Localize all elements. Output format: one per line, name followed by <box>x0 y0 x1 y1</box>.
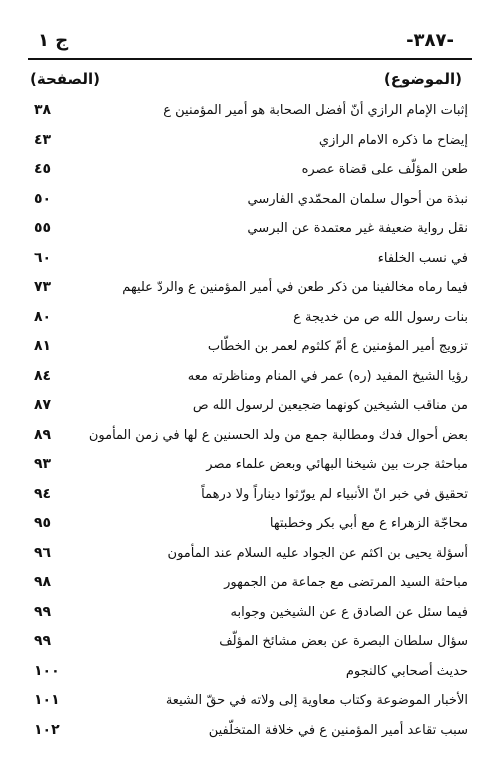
entry-page: ٧٣ <box>34 279 52 295</box>
entry-page: ٦٠ <box>34 249 52 266</box>
entry-page: ١٠١ <box>34 692 60 708</box>
entry-title: أسؤلة يحيى بن اكثم عن الجواد عليه السلام عند المأمون <box>167 545 468 561</box>
index-entry <box>28 452 472 482</box>
index-entry <box>28 511 472 541</box>
index-entry <box>28 718 472 748</box>
index-entry <box>28 187 472 217</box>
entry-page: ٩٨ <box>34 574 52 590</box>
entry-title: نبذة من أحوال سلمان المحمّدي الفارسي <box>247 191 468 207</box>
entry-title: بعض أحوال فدك ومطالبة جمع من ولد الحسنين ع لها في زمن المأمون <box>88 427 468 443</box>
index-entry <box>28 482 472 512</box>
entry-title: مباحثة جرت بين شيخنا البهائي وبعض علماء مصر <box>206 457 468 472</box>
page-column-header: (الصفحة) <box>30 70 100 88</box>
index-entry <box>28 334 472 364</box>
entry-title: بنات رسول الله ص من خديجة ع <box>293 309 468 325</box>
entry-page: ٩٥ <box>34 515 52 531</box>
entry-title: فيما سئل عن الصادق ع عن الشيخين وجوابه <box>230 604 468 620</box>
entry-title: سؤال سلطان البصرة عن بعض مشائخ المؤلّف <box>219 634 468 649</box>
entry-title: سبب تقاعد أمير المؤمنين ع في خلافة المتخلّفين <box>208 722 468 738</box>
entry-page: ٤٣ <box>34 131 52 148</box>
entry-title: تحقيق في خبر انّ الأنبياء لم يورّثوا ديناراً ولا درهماً <box>201 486 468 502</box>
index-entries <box>28 98 472 747</box>
entry-page: ٩٦ <box>34 544 52 561</box>
volume-label: ج ١ <box>38 30 69 51</box>
entry-page: ٨٩ <box>34 426 52 443</box>
index-entry <box>28 305 472 335</box>
entry-title: من مناقب الشيخين كونهما ضجيعين لرسول الله ص <box>192 398 468 413</box>
header-divider <box>28 58 472 60</box>
entry-title: رؤيا الشيخ المفيد (ره) عمر في المنام ومناظرته معه <box>187 368 468 384</box>
index-entry <box>28 364 472 394</box>
entry-title: حديث أصحابي كالنجوم <box>345 663 468 679</box>
entry-title: محاجّة الزهراء ع مع أبي بكر وخطبتها <box>269 516 468 531</box>
index-entry <box>28 216 472 246</box>
entry-page: ٩٤ <box>34 485 52 502</box>
index-entry <box>28 246 472 276</box>
index-entry <box>28 275 472 305</box>
entry-title: مباحثة السيد المرتضى مع جماعة من الجمهور <box>224 575 468 590</box>
entry-page: ٣٨ <box>34 102 52 118</box>
entry-title: إثبات الإمام الرازي أنّ أفضل الصحابة هو أمير المؤمنين ع <box>163 103 468 118</box>
entry-page: ٥٥ <box>34 220 52 236</box>
entry-title: في نسب الخلفاء <box>377 250 468 266</box>
subject-column-header: (الموضوع) <box>383 70 462 88</box>
entry-page: ٩٩ <box>34 633 52 649</box>
index-entry <box>28 688 472 718</box>
index-page <box>28 28 472 748</box>
index-entry <box>28 393 472 423</box>
index-entry <box>28 98 472 128</box>
index-entry <box>28 128 472 158</box>
entry-page: ٩٣ <box>34 456 52 472</box>
index-entry <box>28 629 472 659</box>
entry-page: ٨٤ <box>34 367 52 384</box>
index-entry <box>28 600 472 630</box>
entry-title: فيما رماه مخالفينا من ذكر طعن في أمير المؤمنين ع والردّ عليهم <box>122 280 468 295</box>
entry-page: ٤٥ <box>34 161 52 177</box>
entry-page: ٨١ <box>34 338 52 354</box>
entry-page: ٨٧ <box>34 397 52 413</box>
entry-title: إيضاح ما ذكره الامام الرازي <box>318 132 468 148</box>
index-entry <box>28 659 472 689</box>
entry-title: تزويج أمير المؤمنين ع أمّ كلثوم لعمر بن الخطّاب <box>207 339 468 354</box>
entry-page: ١٠٢ <box>34 721 60 738</box>
page-number: -٣٨٧- <box>406 30 454 51</box>
index-entry <box>28 570 472 600</box>
index-entry <box>28 157 472 187</box>
entry-title: الأخبار الموضوعة وكتاب معاوية إلى ولاته في حقّ الشيعة <box>165 693 468 708</box>
index-entry <box>28 423 472 453</box>
page-header <box>28 28 472 58</box>
column-headers <box>28 66 472 96</box>
entry-page: ٥٠ <box>34 190 52 207</box>
index-entry <box>28 541 472 571</box>
entry-page: ١٠٠ <box>34 662 60 679</box>
entry-title: طعن المؤلّف على قضاة عصره <box>301 162 468 177</box>
entry-page: ٩٩ <box>34 603 52 620</box>
entry-page: ٨٠ <box>34 308 52 325</box>
entry-title: نقل رواية ضعيفة غير معتمدة عن البرسي <box>247 221 468 236</box>
